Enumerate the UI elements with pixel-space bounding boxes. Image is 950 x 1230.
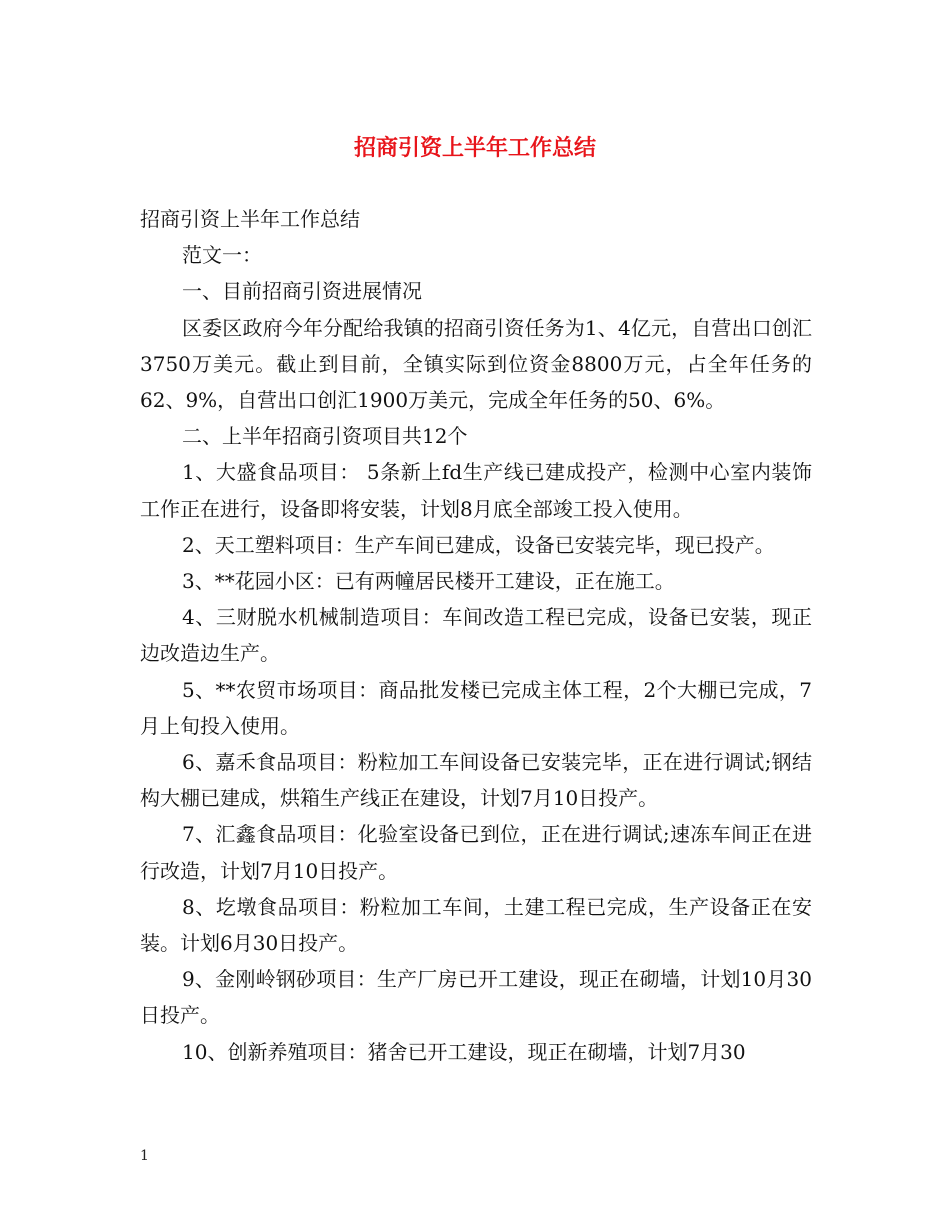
body-paragraph: 1、大盛食品项目： 5条新上fd生产线已建成投产，检测中心室内装饰工作正在进行，设备即将安装，计划8月底全部竣工投入使用。 (140, 460, 812, 521)
body-paragraph: 3、**花园小区：已有两幢居民楼开工建设，正在施工。 (182, 569, 675, 594)
body-paragraph: 8、圪墩食品项目：粉粒加工车间，土建工程已完成，生产设备正在安装。计划6月30日投产。 (140, 894, 812, 956)
body-paragraph: 5、**农贸市场项目：商品批发楼已完成主体工程，2个大棚已完成，7月上旬投入使用。 (140, 677, 812, 738)
body-paragraph: 4、三财脱水机械制造项目：车间改造工程已完成，设备已安装，现正边改造边生产。 (140, 605, 812, 666)
document-title: 招商引资上半年工作总结 (353, 135, 596, 161)
body-paragraph: 一、目前招商引资进展情况 (182, 279, 422, 304)
document-body (140, 201, 812, 1070)
page-number: 1 (140, 1148, 149, 1164)
body-paragraph: 2、天工塑料项目：生产车间已建成，设备已安装完毕，现已投产。 (182, 532, 775, 557)
body-paragraph: 6、嘉禾食品项目：粉粒加工车间设备已安装完毕，正在进行调试;钢结构大棚已建成，烘箱生产线正在建设，计划7月10日投产。 (140, 750, 812, 811)
body-paragraph: 区委区政府今年分配给我镇的招商引资任务为1、4亿元，自营出口创汇3750万美元。截止到目前，全镇实际到位资金8800万元，占全年任务的62、9%，自营出口创汇1900万美元，完成全年任务的50、6%。 (140, 315, 812, 413)
body-paragraph: 二、上半年招商引资项目共12个 (182, 424, 468, 449)
body-paragraph: 10、创新养殖项目：猪舍已开工建设，现正在砌墙，计划7月30 (182, 1039, 746, 1064)
body-paragraph: 范文一： (182, 243, 262, 268)
body-paragraph: 7、汇鑫食品项目：化验室设备已到位，正在进行调试;速冻车间正在进行改造，计划7月10日投产。 (140, 822, 812, 883)
body-paragraph: 9、金刚岭钢砂项目：生产厂房已开工建设，现正在砌墙，计划10月30日投产。 (140, 967, 812, 1028)
document-subtitle: 招商引资上半年工作总结 (140, 207, 360, 231)
